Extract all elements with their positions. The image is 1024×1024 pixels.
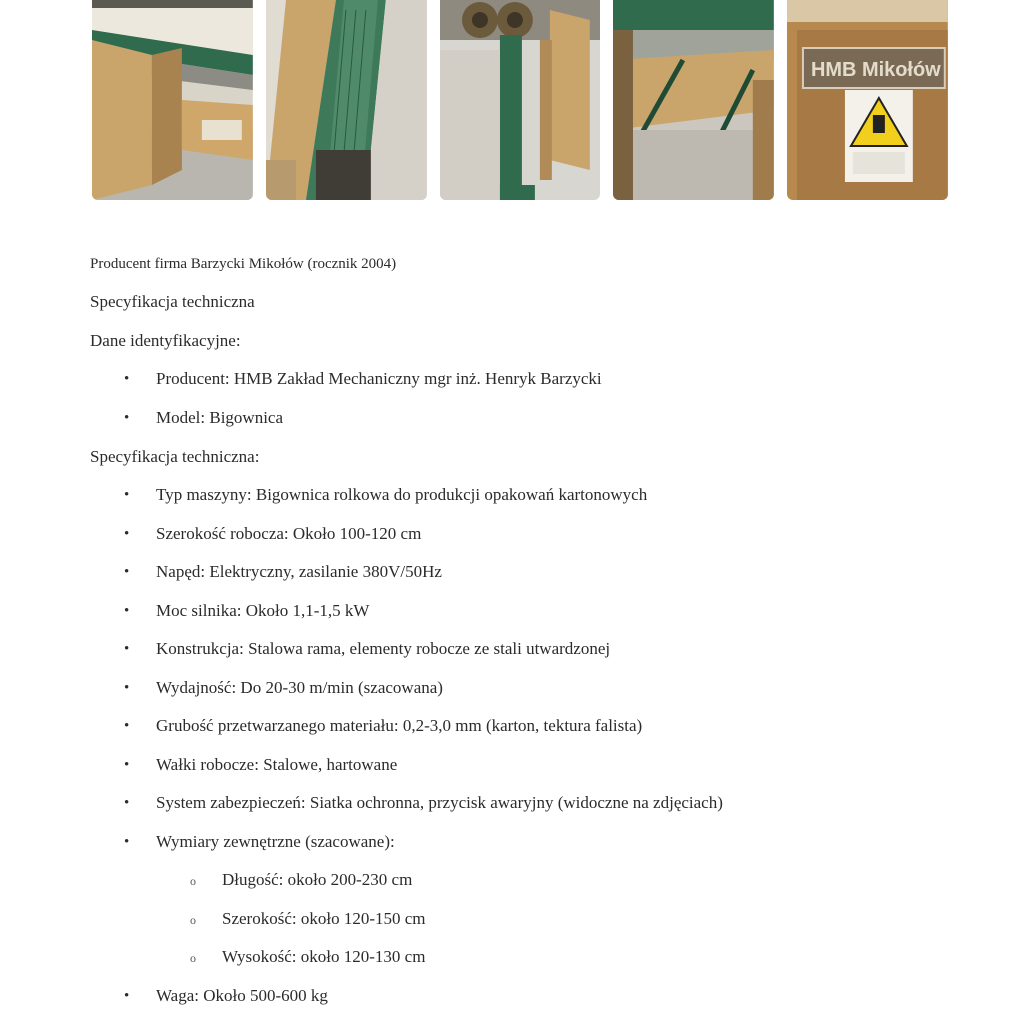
spec-item-safety: System zabezpieczeń: Siatka ochronna, przycisk awaryjny (widoczne na zdjęciach) (156, 793, 723, 812)
ident-item-producer: Producent: HMB Zakład Mechaniczny mgr inż. Henryk Barzycki (156, 369, 602, 388)
bullet-icon: • (124, 409, 130, 426)
bullet-icon: • (124, 679, 130, 696)
list-item (156, 900, 970, 939)
dimension-height: Wysokość: około 120-130 cm (222, 947, 426, 966)
list-item (90, 746, 970, 785)
photo-4-image (613, 0, 774, 200)
spec-list (90, 476, 970, 1015)
spec-item-construction: Konstrukcja: Stalowa rama, elementy robocze ze stali utwardzonej (156, 639, 611, 658)
spec-heading-2: Specyfikacja techniczna: (90, 447, 260, 466)
list-item (90, 977, 970, 1016)
bullet-icon: • (124, 756, 130, 773)
producer-line: Producent firma Barzycki Mikołów (rocznik 2004) (90, 256, 397, 272)
dimension-width: Szerokość: około 120-150 cm (222, 908, 426, 928)
machine-photo-3[interactable] (440, 0, 601, 200)
ident-item-model: Model: Bigownica (156, 407, 284, 427)
machine-photo-1[interactable] (92, 0, 253, 200)
list-item (90, 360, 970, 399)
list-item (90, 553, 970, 592)
bullet-icon: • (124, 487, 130, 503)
bullet-icon: • (124, 525, 130, 542)
bullet-icon: • (124, 371, 130, 387)
spec-item-drive: Napęd: Elektryczny, zasilanie 380V/50Hz (156, 562, 442, 581)
bullet-icon: • (124, 795, 130, 811)
ident-list (90, 360, 970, 437)
machine-photo-5[interactable] (787, 0, 948, 200)
list-item (90, 823, 970, 977)
spec-item-rollers: Wałki robocze: Stalowe, hartowane (156, 754, 398, 774)
list-item (90, 784, 970, 823)
bullet-icon: • (124, 987, 130, 1004)
machine-photo-2[interactable] (266, 0, 427, 200)
list-item (90, 515, 970, 554)
list-item (90, 592, 970, 631)
hmb-sign-text: HMB Mikołów (811, 58, 941, 82)
sub-bullet-icon: o (190, 874, 196, 888)
bullet-icon: • (124, 602, 130, 619)
spec-item-power: Moc silnika: Około 1,1-1,5 kW (156, 600, 370, 620)
bullet-icon: • (124, 833, 130, 850)
ident-heading: Dane identyfikacyjne: (90, 331, 241, 350)
spec-item-weight: Waga: Około 500-600 kg (156, 985, 328, 1005)
photo-strip (92, 0, 948, 200)
spec-item-dimensions: Wymiary zewnętrzne (szacowane): (156, 831, 395, 851)
bullet-icon: • (124, 718, 130, 734)
dimensions-sublist (156, 861, 970, 977)
spec-heading-1: Specyfikacja techniczna (90, 292, 255, 311)
list-item (156, 861, 970, 900)
sub-bullet-icon: o (190, 912, 196, 927)
photo-5-image (787, 0, 948, 200)
list-item (90, 630, 970, 669)
list-item (90, 476, 970, 515)
list-item (90, 399, 970, 438)
photo-1-image (92, 0, 253, 200)
list-item (90, 669, 970, 708)
photo-3-image (440, 0, 601, 200)
spec-item-width: Szerokość robocza: Około 100-120 cm (156, 523, 422, 543)
photo-2-image (266, 0, 427, 200)
sub-bullet-icon: o (190, 951, 196, 965)
bullet-icon: • (124, 641, 130, 657)
spec-item-type: Typ maszyny: Bigownica rolkowa do produkcji opakowań kartonowych (156, 485, 648, 504)
list-item (90, 707, 970, 746)
spec-item-efficiency: Wydajność: Do 20-30 m/min (szacowana) (156, 677, 443, 697)
list-item (156, 938, 970, 977)
document-body (90, 250, 970, 1015)
machine-photo-4[interactable] (613, 0, 774, 200)
spec-item-thickness: Grubość przetwarzanego materiału: 0,2-3,0 mm (karton, tektura falista) (156, 716, 643, 735)
bullet-icon: • (124, 564, 130, 580)
dimension-length: Długość: około 200-230 cm (222, 870, 413, 889)
